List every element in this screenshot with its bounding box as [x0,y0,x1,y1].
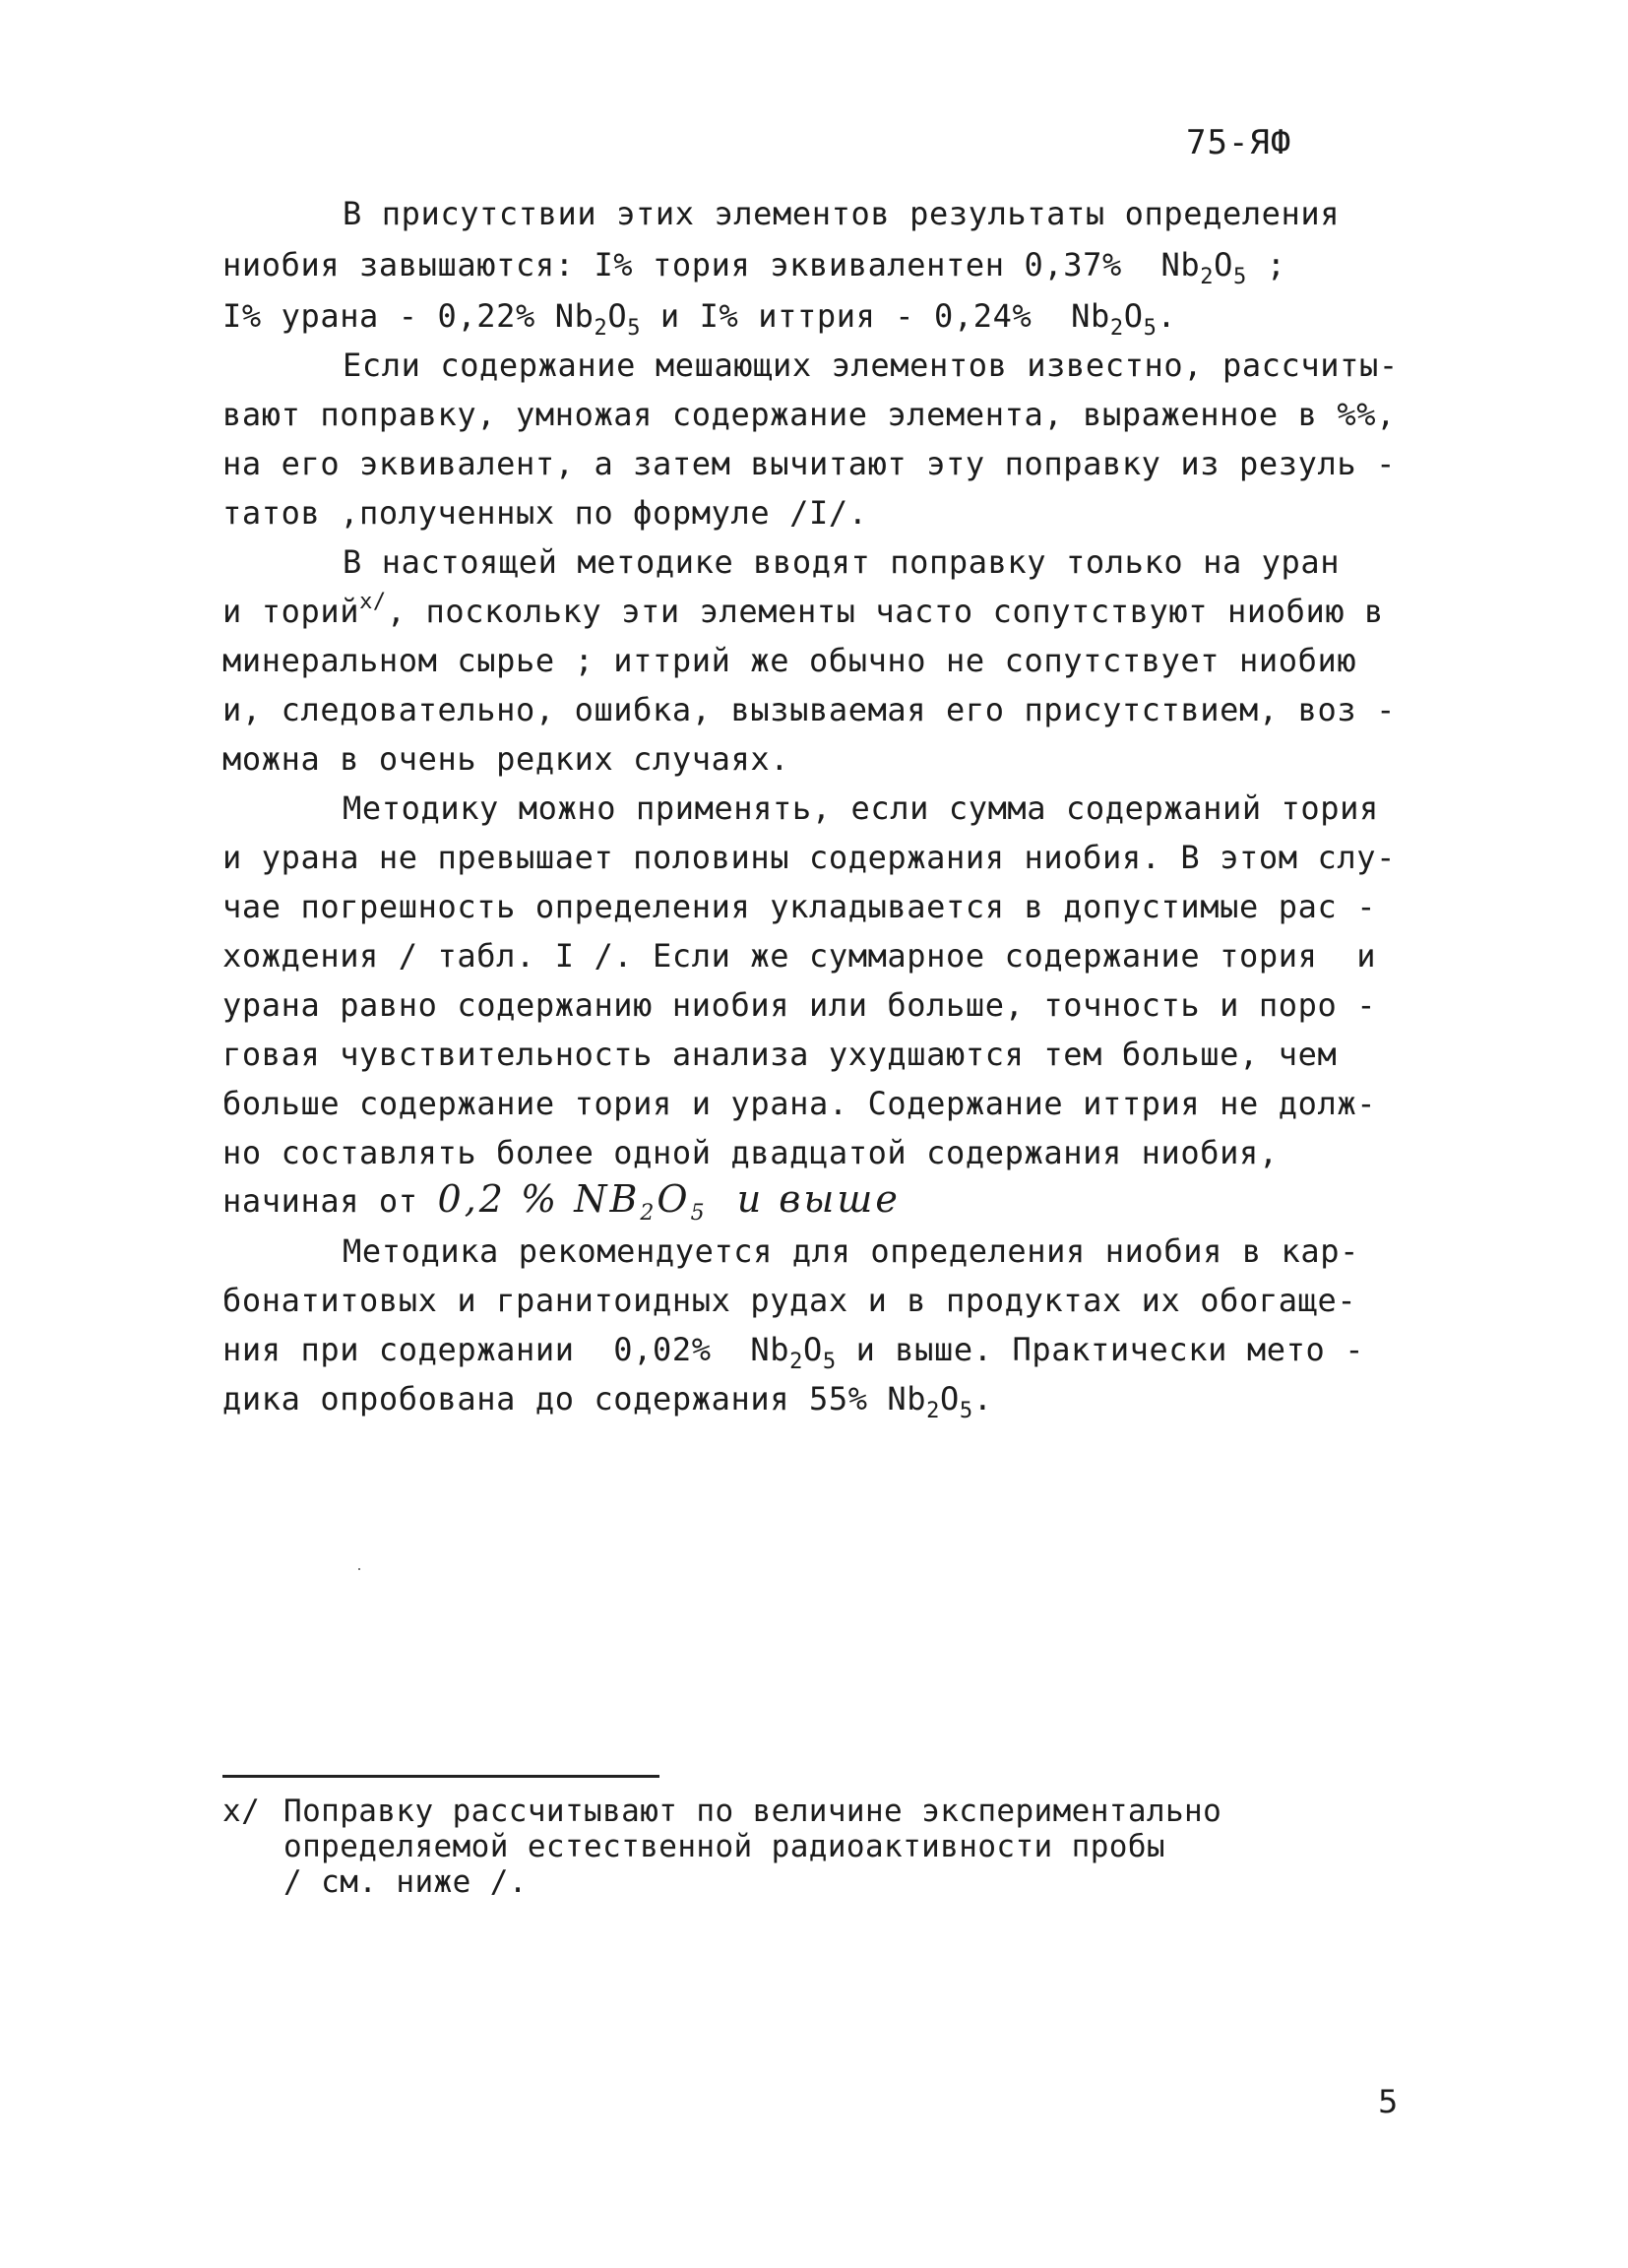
text-line: и торий$^{x/}$, поскольку эти элементы часто сопутствуют ниобию в [222,590,1384,630]
text-line: на его эквивалент, а затем вычитают эту поправку из резуль - [222,445,1396,482]
text-line: говая чувствительность анализа ухудшаются тем больше, чем [222,1036,1338,1073]
text-line: чае погрешность определения укладывается в допустимые рас - [222,888,1377,925]
text-line: начиная от 0,2 % $NB_2O_5$ и выше [222,1177,901,1226]
footnote-marker: x/ [222,1794,261,1829]
text-line: татов ,полученных по формуле /I/. [222,494,868,532]
text-line: хождения / табл. I /. Если же суммарное содержание тория и [222,937,1377,975]
text-line: ниобия завышаются: I% тория эквивалентен 0,37% $Nb_2O_5$ ; [222,246,1286,289]
text-line: Если содержание мешающих элементов известно, рассчиты- [343,346,1399,384]
text-line: можна в очень редких случаях. [222,740,790,778]
text-line: бонатитовых и гранитоидных рудах и в продуктах их обогаще- [222,1282,1357,1319]
text-line: дика опробована до содержания 55% $Nb_2O_5$. [222,1380,993,1423]
text-line: но составлять более одной двадцатой содержания ниобия, [222,1134,1279,1171]
page-number: 5 [1378,2083,1399,2120]
footnote-line: Поправку рассчитывают по величине экспериментально [283,1794,1222,1829]
text-line: ния при содержании 0,02% $Nb_2O_5$ и выше. Практически мето - [222,1331,1365,1374]
text-line: больше содержание тория и урана. Содержание иттрия не долж- [222,1085,1377,1122]
text-line: урана равно содержанию ниобия или больше, точность и поро - [222,986,1377,1024]
handwritten-insert: 0,2 % $NB_2O_5$ и выше [437,1177,901,1226]
text-line: и урана не превышает половины содержания ниобия. В этом слу- [222,839,1396,876]
text-line: и, следовательно, ошибка, вызываемая его присутствием, воз - [222,691,1396,728]
footnote-line: / см. ниже /. [283,1864,528,1900]
text-line: I% урана - 0,22% $Nb_2O_5$ и I% иттрия - 0,24% $Nb_2O_5$. [222,297,1177,341]
text-line: Методику можно применять, если сумма содержаний тория [343,789,1379,827]
text-line: В присутствии этих элементов результаты определения [343,195,1341,232]
scan-speck [358,1568,360,1570]
footnote-divider [222,1775,659,1778]
text-line: В настоящей методике вводят поправку только на уран [343,543,1341,581]
footnote-line: определяемой естественной радиоактивности пробы [283,1829,1165,1864]
text-line: Методика рекомендуется для определения ниобия в кар- [343,1232,1360,1270]
text-line: минеральном сырье ; иттрий же обычно не сопутствует ниобию [222,642,1357,679]
footnote-marker: x/ [359,590,387,614]
document-code: 75-ЯФ [1186,123,1292,162]
text-line: вают поправку, умножая содержание элемента, выраженное в %%, [222,396,1396,433]
